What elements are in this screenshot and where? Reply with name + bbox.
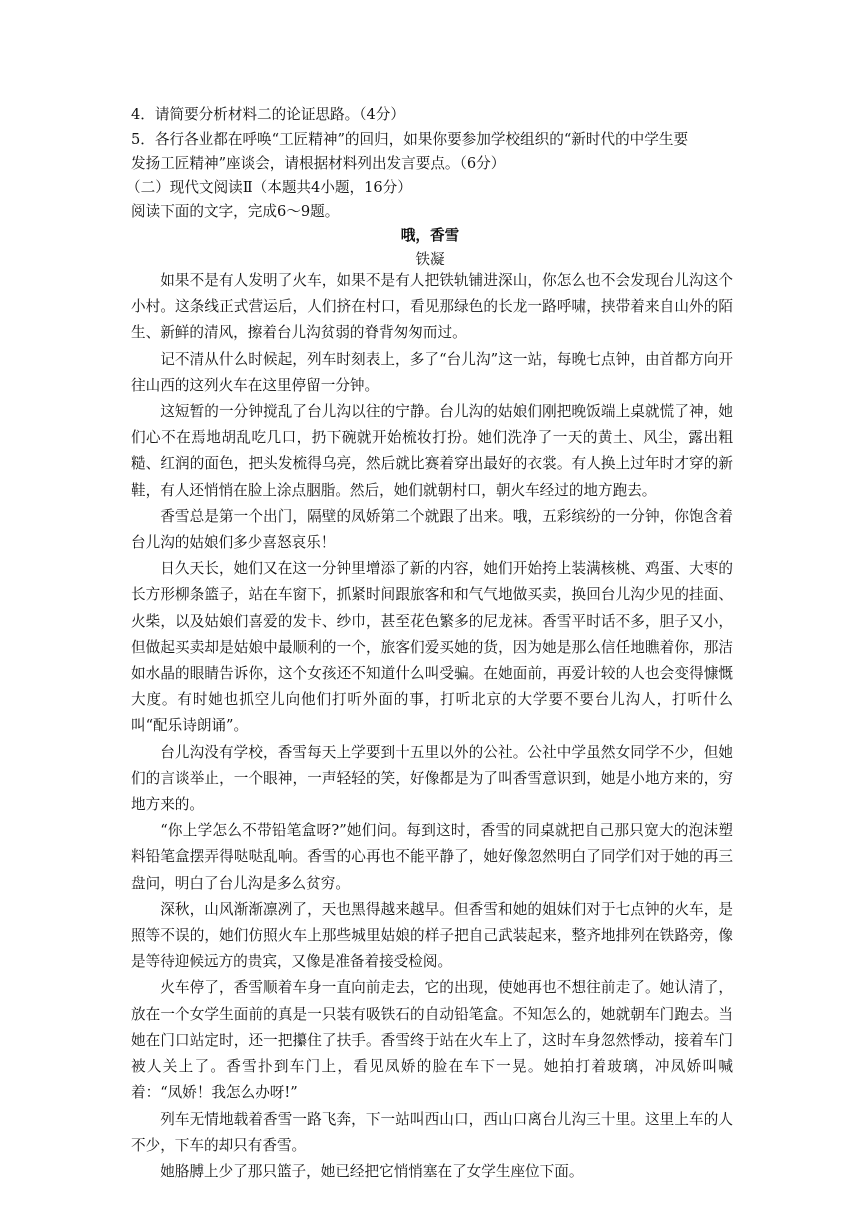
- article-title: 哦，香雪: [400, 227, 460, 244]
- question-5: 5．各行各业都在呼唤“工匠精神”的回归，如果你要参加学校组织的“新时代的中学生要: [131, 131, 689, 148]
- paragraph: 深秋，山风渐渐凛冽了，天也黑得越来越早。但香雪和她的姐妹们对于七点钟的火车，是照等不误的，她们仿照火车上那些城里姑娘的样子把自己武装起来，整齐地排列在铁路旁，像是等待迎候远方的贵宾，又像是准备着接受检阅。: [131, 900, 733, 971]
- article-body: [131, 268, 733, 1185]
- paragraph: 台儿沟没有学校，香雪每天上学要到十五里以外的公社。公社中学虽然女同学不少，但她们的言谈举止，一个眼神，一声轻轻的笑，好像都是为了叫香雪意识到，她是小地方来的，穷地方来的。: [131, 743, 733, 814]
- question-4: 4．请简要分析材料二的论证思路。（4分）: [131, 106, 405, 123]
- article-author: 铁凝: [415, 251, 445, 268]
- paragraph: 香雪总是第一个出门，隔壁的凤娇第二个就跟了出来。哦，五彩缤纷的一分钟，你饱含着台儿沟的姑娘们多少喜怒哀乐！: [131, 507, 733, 552]
- section-heading: （二）现代文阅读Ⅱ（本题共4小题，16分）: [126, 179, 412, 196]
- paragraph: 列车无情地载着香雪一路飞奔，下一站叫西山口，西山口离台儿沟三十里。这里上车的人不少，下车的却只有香雪。: [131, 1110, 733, 1154]
- paragraph: 日久天长，她们又在这一分钟里增添了新的内容，她们开始挎上装满核桃、鸡蛋、大枣的长方形柳条篮子，站在车窗下，抓紧时间跟旅客和和气气地做买卖，换回台儿沟少见的挂面、火柴，以及姑娘们喜爱的发卡、纱巾，甚至花色繁多的尼龙袜。香雪平时话不多，胆子又小，但做起买卖却是姑娘中最顺利的一个，旅客们爱买她的货，因为她是那么信任地瞧着你，那洁如水晶的眼睛告诉你，这个女孩还不知道什么叫受骗。在她面前，再爱计较的人也会变得慷慨大度。有时她也抓空儿向他们打听外面的事，打听北京的大学要不要台儿沟人，打听什么叫“配乐诗朗诵”。: [131, 560, 733, 735]
- paragraph: 这短暂的一分钟搅乱了台儿沟以往的宁静。台儿沟的姑娘们刚把晚饭端上桌就慌了神，她们心不在焉地胡乱吃几口，扔下碗就开始梳妆打扮。她们洗净了一天的黄土、风尘，露出粗糙、红润的面色，把头发梳得乌亮，然后就比赛着穿出最好的衣裳。有人换上过年时才穿的新鞋，有人还悄悄在脸上涂点胭脂。然后，她们就朝村口，朝火车经过的地方跑去。: [131, 403, 733, 499]
- question-5-continued: 发扬工匠精神”座谈会，请根据材料列出发言要点。（6分）: [131, 155, 506, 172]
- reading-instruction: 阅读下面的文字，完成6～9题。: [131, 203, 340, 220]
- paragraph: “你上学怎么不带铅笔盒呀?”她们问。每到这时，香雪的同桌就把自己那只宽大的泡沫塑料铅笔盒摆弄得哒哒乱响。香雪的心再也不能平静了，她好像忽然明白了同学们对于她的再三盘问，明白了台儿沟是多么贫穷。: [131, 822, 733, 892]
- paragraph: 如果不是有人发明了火车，如果不是有人把铁轨铺进深山，你怎么也不会发现台儿沟这个小村。这条线正式营运后，人们挤在村口，看见那绿色的长龙一路呼啸，挟带着来自山外的陌生、新鲜的清风，擦着台儿沟贫弱的脊背匆匆而过。: [131, 272, 733, 342]
- paragraph: 记不清从什么时候起，列车时刻表上，多了“台儿沟”这一站，每晚七点钟，由首都方向开往山西的这列火车在这里停留一分钟。: [131, 350, 733, 394]
- paragraph: 她胳膊上少了那只篮子，她已经把它悄悄塞在了女学生座位下面。: [160, 1162, 584, 1180]
- paragraph: 火车停了，香雪顺着车身一直向前走去，它的出现，使她再也不想往前走了。她认清了，放在一个女学生面前的真是一只装有吸铁石的自动铅笔盒。不知怎么的，她就朝车门跑去。当她在门口站定时，还一把攥住了扶手。香雪终于站在火车上了，这时车身忽然悸动，接着车门被人关上了。香雪扑到车门上，看见凤娇的脸在车下一晃。她拍打着玻璃，冲凤娇叫喊着：“凤娇！我怎么办呀!”: [131, 979, 733, 1102]
